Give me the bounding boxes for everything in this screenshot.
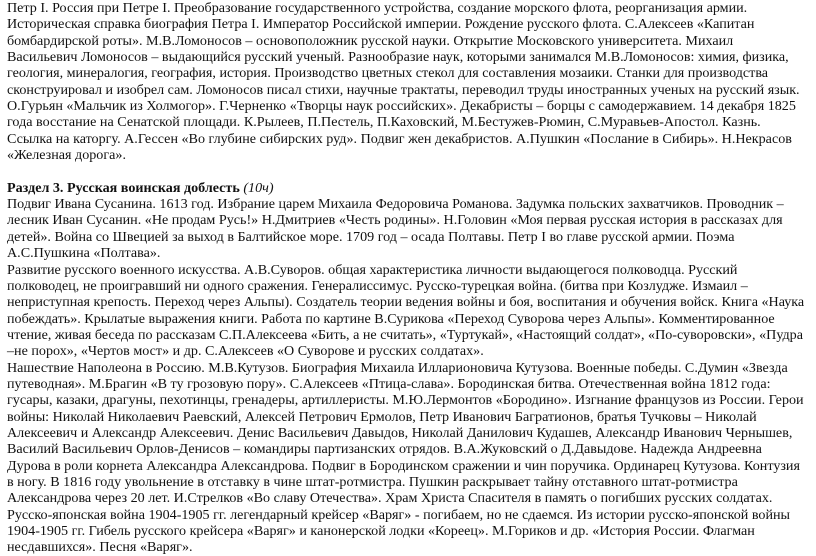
paragraph-peter-lomonosov: Петр I. Россия при Петре I. Преобразование государственного устройства, создание морского флота, реорганизация армии. Историческая справка биография Петра I. Император Российской империи. Рождение русского флота. С.Алексеев «Капитан бомбардирской роты». М.В.Ломоносов – основоположник русской науки. Открытие Московского университета. Михаил Васильевич Ломоносов – выдающийся русский ученый. Разнообразие наук, которыми занимался М.В.Ломоносов: химия, физика, геология, минералогия, география, история. Производство цветных стекол для составления мозаики. Станки для производства сконструировал и изобрел сам. Ломоносов писал стихи, научные трактаты, переводил труды иностранных ученых на русский язык. <box>7 0 800 98</box>
paragraph-susanin-poltava: Подвиг Ивана Сусанина. 1613 год. Избрание царем Михаила Федоровича Романова. Задумка польских захватчиков. Проводник – лесник Иван Сусанин. «Не продам Русь!» Н.Дмитриев «Честь родины». Н.Головин «Моя первая русская история в рассказах для детей». Война со Швецией за выход в Балтийское море. 1709 год – осада Полтавы. Петр I во главе русской армии. Поэма А.С.Пушкина «Полтава». <box>7 196 784 262</box>
document-page <box>7 0 807 556</box>
paragraph-suvorov: Развитие русского военного искусства. А.В.Суворов. общая характеристика личности выдающегося полководца. Русский полководец, не проигравший ни одного сражения. Генералиссимус. Русско-турецкая война. (битва при Козлудже. Измаил – неприступная крепость. Переход через Альпы). Создатель теории ведения войны и боя, воспитания и обучения войск. Книга «Наука побеждать». Крылатые выражения книги. Работа по картине В.Сурикова «Переход Суворова через Альпы». Комментированное чтение, живая беседа по рассказам С.П.Алексеева «Бить, а не считать», «Туртукай», «Настоящий солдат», «По-суворовски», «Пудра –не порох», «Чертов мост» и др. С.Алексеев «О Суворове и русских солдатах». <box>7 261 805 360</box>
paragraph-decembrists: О.Гурьян «Мальчик из Холмогор». Г.Черненко «Творцы наук российских». Декабристы – борцы с самодержавием. 14 декабря 1825 года восстание на Сенатской площади. К.Рылеев, П.Пестель, П.Каховский, М.Бестужев-Рюмин, С.Муравьев-Апостол. Казнь. Ссылка на каторгу. А.Гессен «Во глубине сибирских руд». Подвиг жен декабристов. А.Пушкин «Послание в Сибирь». Н.Некрасов «Железная дорога». <box>7 98 796 164</box>
blank-line <box>7 163 807 179</box>
section-heading <box>7 180 807 196</box>
paragraph-napoleon-kutuzov: Нашествие Наполеона в Россию. М.В.Кутузов. Биография Михаила Илларионовича Кутузова. Военные победы. С.Думин «Звезда путеводная». М.Брагин «В ту грозовую пору». С.Алексеев «Птица-слава». Бородинская битва. Отечественная война 1812 года: гусары, казаки, драгуны, пехотинцы, гренадеры, артиллеристы. М.Ю.Лермонтов «Бородино». Изгнание французов из России. Герои войны: Николай Николаевич Раевский, Алексей Петрович Ермолов, Петр Иванович Багратионов, братья Тучковы – Николай Алексеевич и Александр Алексеевич. Денис Васильевич Давыдов, Николай Данилович Кудашев, Александр Иванович Чернышев, Василий Васильевич Орлов-Денисов – командиры партизанских отрядов. В.А.Жуковский о Д.Давыдове. Надежда Андреевна Дурова в роли корнета Александра Александрова. Подвиг в Бородинском сражении и чин поручика. Ординарец Кутузова. Контузия в ногу. В 1816 году увольнение в отставку в чине штат-ротмистра. Пушкин раскрывает тайну отставного штат-ротмистра Александрова через 20 лет. И.Стрелков «Во славу Отечества». Храм Христа Спасителя в память о погибших русских солдатах. <box>7 359 804 507</box>
section-hours: (10ч) <box>243 179 274 196</box>
section-title: Раздел 3. Русская воинская доблесть <box>7 179 240 196</box>
paragraph-russo-japanese-war: Русско-японская война 1904-1905 гг. легендарный крейсер «Варяг» - погибаем, но не сдаемся. Из истории русско-японской войны 1904-1905 гг. Гибель русского крейсера «Варяг» и канонерской лодки «Кореец». М.Гориков и др. «История России. Флагман несдавшихся». Песня «Варяг». <box>7 506 791 556</box>
